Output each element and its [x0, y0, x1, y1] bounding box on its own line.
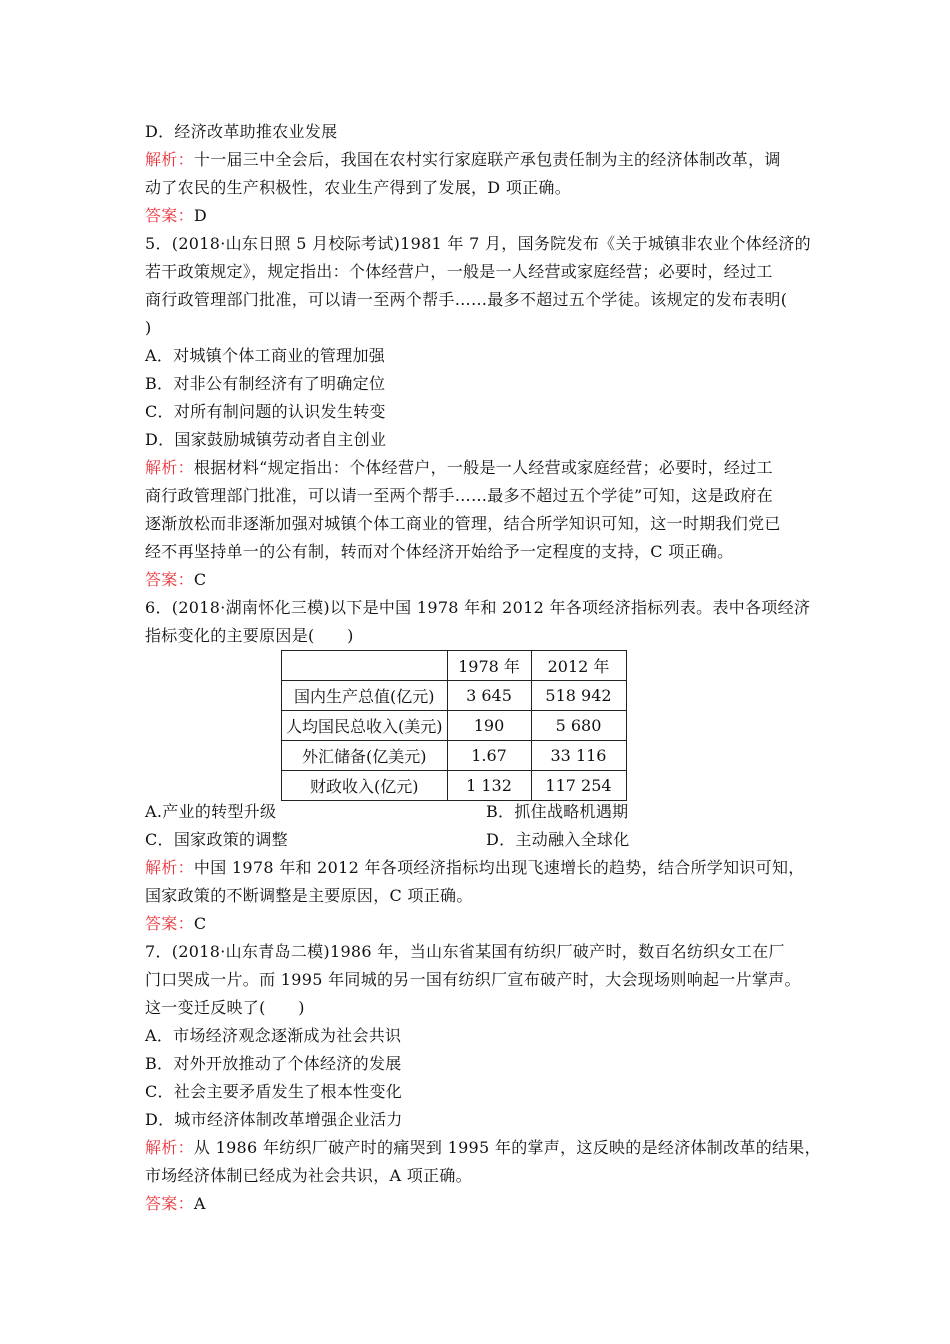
q7-stem-line-1: 7．(2018·山东青岛二模)1986 年，当山东省某国有纺织厂破产时，数百名纺织女工在厂 [145, 942, 785, 961]
q7-analysis-line-1 [145, 1138, 821, 1158]
q4-option-d: D．经济改革助推农业发展 [145, 122, 338, 141]
q7-option-c: C．社会主要矛盾发生了根本性变化 [145, 1082, 403, 1101]
table-cell: 5 680 [531, 711, 626, 741]
q5-analysis-line-3: 逐渐放松而非逐渐加强对城镇个体工商业的管理，结合所学知识可知，这一时期我们党已 [145, 514, 781, 533]
q7-option-b: B．对外开放推动了个体经济的发展 [145, 1054, 402, 1073]
answer-label: 答案： [145, 914, 194, 933]
analysis-label: 解析： [145, 1138, 194, 1157]
q5-option-a: A．对城镇个体工商业的管理加强 [145, 346, 386, 365]
q6-answer: C [193, 914, 207, 933]
table-cell: 1 132 [447, 771, 531, 801]
q6-analysis-text-1: 中国 1978 年和 2012 年各项经济指标均出现飞速增长的趋势，结合所学知识可知， [193, 858, 805, 877]
q5-analysis-line-4: 经不再坚持单一的公有制，转而对个体经济开始给予一定程度的支持，C 项正确。 [145, 542, 734, 561]
q7-stem-line-3: 这一变迁反映了( ) [145, 998, 305, 1017]
q6-analysis-line-2: 国家政策的不断调整是主要原因，C 项正确。 [145, 886, 473, 905]
table-cell: 1.67 [447, 741, 531, 771]
q7-answer: A [193, 1194, 206, 1213]
q6-option-d: D．主动融入全球化 [486, 830, 630, 849]
q5-option-c: C．对所有制问题的认识发生转变 [145, 402, 386, 421]
q5-stem-line-1: 5．(2018·山东日照 5 月校际考试)1981 年 7 月，国务院发布《关于城镇非农业个体经济的 [145, 234, 811, 253]
answer-label: 答案： [145, 206, 194, 225]
q7-analysis-line-2: 市场经济体制已经成为社会共识，A 项正确。 [145, 1166, 472, 1185]
q4-analysis-text-1: 十一届三中全会后，我国在农村实行家庭联产承包责任制为主的经济体制改革，调 [193, 150, 781, 169]
q6-option-a: A.产业的转型升级 [145, 802, 277, 821]
analysis-label: 解析： [145, 150, 194, 169]
table-cell: 财政收入(亿元) [282, 771, 448, 801]
table-row [282, 741, 627, 771]
answer-label: 答案： [145, 1194, 194, 1213]
table-cell: 117 254 [531, 771, 626, 801]
q5-analysis-line-1 [145, 458, 773, 478]
q7-stem-line-2: 门口哭成一片。而 1995 年同城的另一国有纺织厂宣布破产时，大会现场则响起一片掌声。 [145, 970, 801, 989]
table-cell: 国内生产总值(亿元) [282, 681, 448, 711]
q6-option-b: B．抓住战略机遇期 [486, 802, 629, 821]
economic-indicators-table [281, 650, 627, 801]
table-header-cell: 1978 年 [447, 651, 531, 681]
q6-option-c: C．国家政策的调整 [145, 830, 288, 849]
q5-option-b: B．对非公有制经济有了明确定位 [145, 374, 386, 393]
q5-analysis-line-2: 商行政管理部门批准，可以请一至两个帮手……最多不超过五个学徒”可知，这是政府在 [145, 486, 773, 505]
analysis-label: 解析： [145, 858, 194, 877]
analysis-label: 解析： [145, 458, 194, 477]
q7-answer-line [145, 1194, 206, 1214]
table-row [282, 771, 627, 801]
q6-stem-line-1: 6．(2018·湖南怀化三模)以下是中国 1978 年和 2012 年各项经济指标列表。表中各项经济 [145, 598, 811, 617]
table-cell: 33 116 [531, 741, 626, 771]
q6-analysis-line-1 [145, 858, 805, 878]
q5-analysis-text-1: 根据材料“规定指出：个体经营户，一般是一人经营或家庭经营；必要时，经过工 [193, 458, 773, 477]
table-header-cell: 2012 年 [531, 651, 626, 681]
table-header-row [282, 651, 627, 681]
table-row [282, 681, 627, 711]
q4-answer-line [145, 206, 207, 226]
q4-analysis-line-1 [145, 150, 781, 170]
q7-option-d: D．城市经济体制改革增强企业活力 [145, 1110, 403, 1129]
q5-stem-line-2: 若干政策规定》，规定指出：个体经营户，一般是一人经营或家庭经营；必要时，经过工 [145, 262, 773, 281]
table-cell: 外汇储备(亿美元) [282, 741, 448, 771]
answer-label: 答案： [145, 570, 194, 589]
q7-analysis-text-1: 从 1986 年纺织厂破产时的痛哭到 1995 年的掌声，这反映的是经济体制改革的结果， [193, 1138, 821, 1157]
q6-stem-line-2: 指标变化的主要原因是( ) [145, 626, 354, 645]
table-cell: 518 942 [531, 681, 626, 711]
q6-answer-line [145, 914, 206, 934]
table-cell: 190 [447, 711, 531, 741]
q5-stem-line-4: ) [145, 318, 152, 337]
q5-stem-line-3: 商行政管理部门批准，可以请一至两个帮手……最多不超过五个学徒。该规定的发布表明( [145, 290, 788, 309]
table-header-cell [282, 651, 448, 681]
table-cell: 3 645 [447, 681, 531, 711]
table-row [282, 711, 627, 741]
q7-option-a: A．市场经济观念逐渐成为社会共识 [145, 1026, 402, 1045]
q5-option-d: D．国家鼓励城镇劳动者自主创业 [145, 430, 387, 449]
q4-answer: D [193, 206, 208, 225]
table-cell: 人均国民总收入(美元) [282, 711, 448, 741]
q4-analysis-line-2: 动了农民的生产积极性，农业生产得到了发展，D 项正确。 [145, 178, 572, 197]
q5-answer: C [193, 570, 207, 589]
q5-answer-line [145, 570, 206, 590]
